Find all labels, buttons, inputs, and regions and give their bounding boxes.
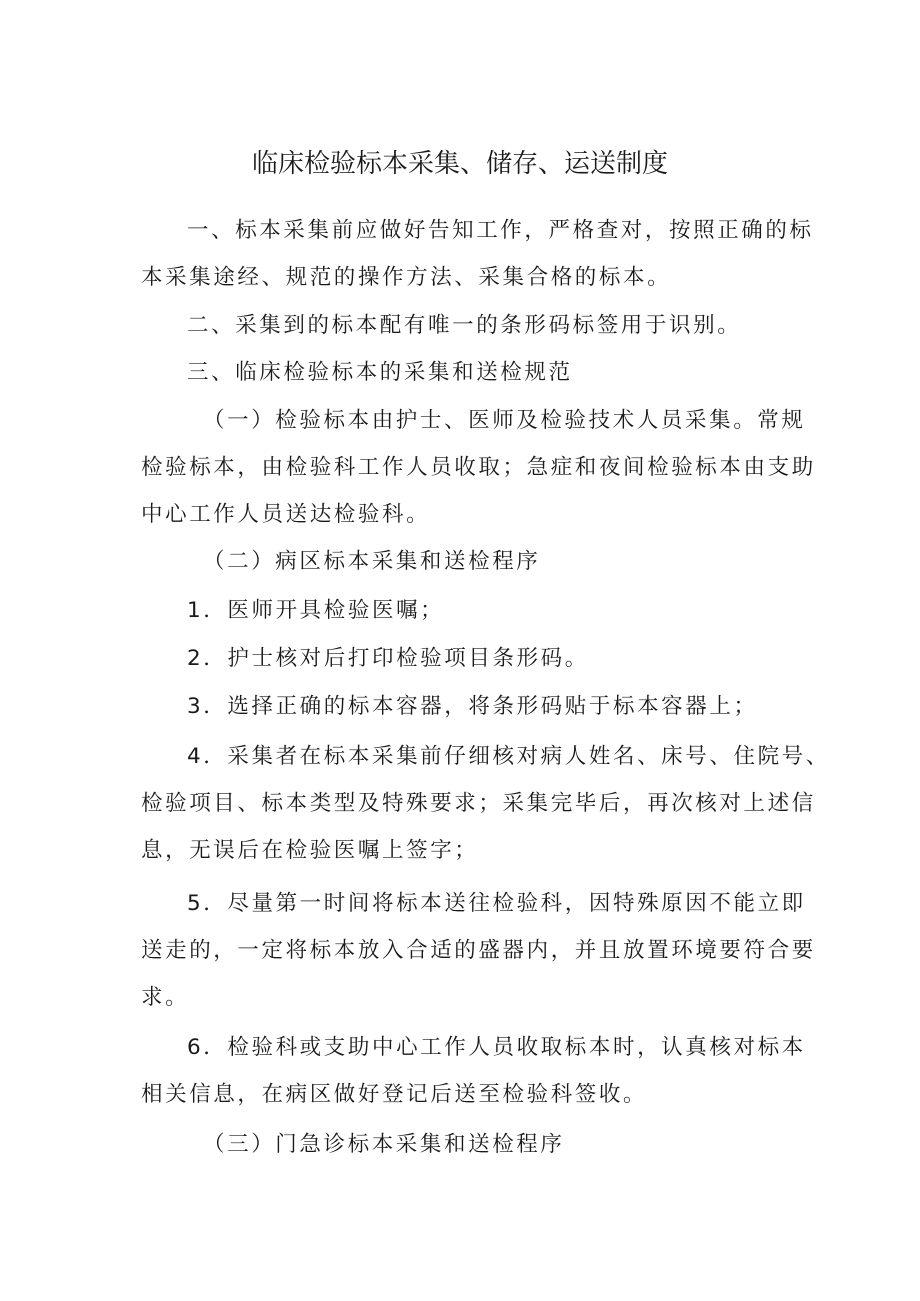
paragraph-line: （三）门急诊标本采集和送检程序 — [203, 1132, 565, 1157]
paragraph-line: 本采集途经、规范的操作方法、采集合格的标本。 — [141, 265, 672, 290]
paragraph-7 — [141, 635, 789, 682]
paragraph-line: 检验标本，由检验科工作人员收取；急症和夜间检验标本由支助 — [141, 455, 816, 480]
paragraph-line: 3．选择正确的标本容器，将条形码贴于标本容器上； — [187, 694, 758, 719]
paragraph-12 — [141, 1121, 789, 1168]
paragraph-line: 5．尽量第一时间将标本送往检验科，因特殊原因不能立即 — [187, 891, 806, 916]
paragraph-line: 息，无误后在检验医嘱上签字； — [141, 838, 479, 863]
paragraph-line: 6．检验科或支助中心工作人员收取标本时，认真核对标本 — [187, 1035, 806, 1060]
paragraph-line: 送走的，一定将标本放入合适的盛器内，并且放置环境要符合要 — [141, 938, 816, 963]
document-title: 临床检验标本采集、储存、运送制度 — [251, 149, 668, 179]
paragraph-line: 中心工作人员送达检验科。 — [141, 502, 431, 527]
paragraph-3 — [141, 349, 789, 396]
paragraph-line: 相关信息，在病区做好登记后送至检验科签收。 — [141, 1082, 648, 1107]
paragraph-9 — [141, 733, 830, 874]
paragraph-line: （二）病区标本采集和送检程序 — [203, 549, 541, 574]
paragraph-8 — [141, 683, 789, 730]
paragraph-line: 检验项目、标本类型及特殊要求；采集完毕后，再次核对上述信 — [141, 791, 816, 816]
paragraph-10 — [141, 880, 816, 1021]
paragraph-line: 1．医师开具检验医嘱； — [187, 598, 445, 623]
paragraph-line: 2．护士核对后打印检验项目条形码。 — [187, 646, 589, 671]
paragraph-line: 4．采集者在标本采集前仔细核对病人姓名、床号、住院号、 — [187, 744, 830, 769]
paragraph-6 — [141, 587, 789, 634]
paragraph-line: 求。 — [141, 985, 190, 1010]
paragraph-1 — [141, 207, 814, 301]
paragraph-line: 一、标本采集前应做好告知工作，严格查对，按照正确的标 — [187, 218, 814, 243]
paragraph-11 — [141, 1024, 806, 1118]
paragraph-4 — [141, 397, 816, 538]
paragraph-2 — [141, 302, 789, 349]
paragraph-5 — [141, 538, 789, 585]
paragraph-line: （一）检验标本由护士、医师及检验技术人员采集。常规 — [203, 408, 806, 433]
paragraph-line: 三、临床检验标本的采集和送检规范 — [187, 360, 573, 385]
paragraph-line: 二、采集到的标本配有唯一的条形码标签用于识别。 — [187, 313, 742, 338]
